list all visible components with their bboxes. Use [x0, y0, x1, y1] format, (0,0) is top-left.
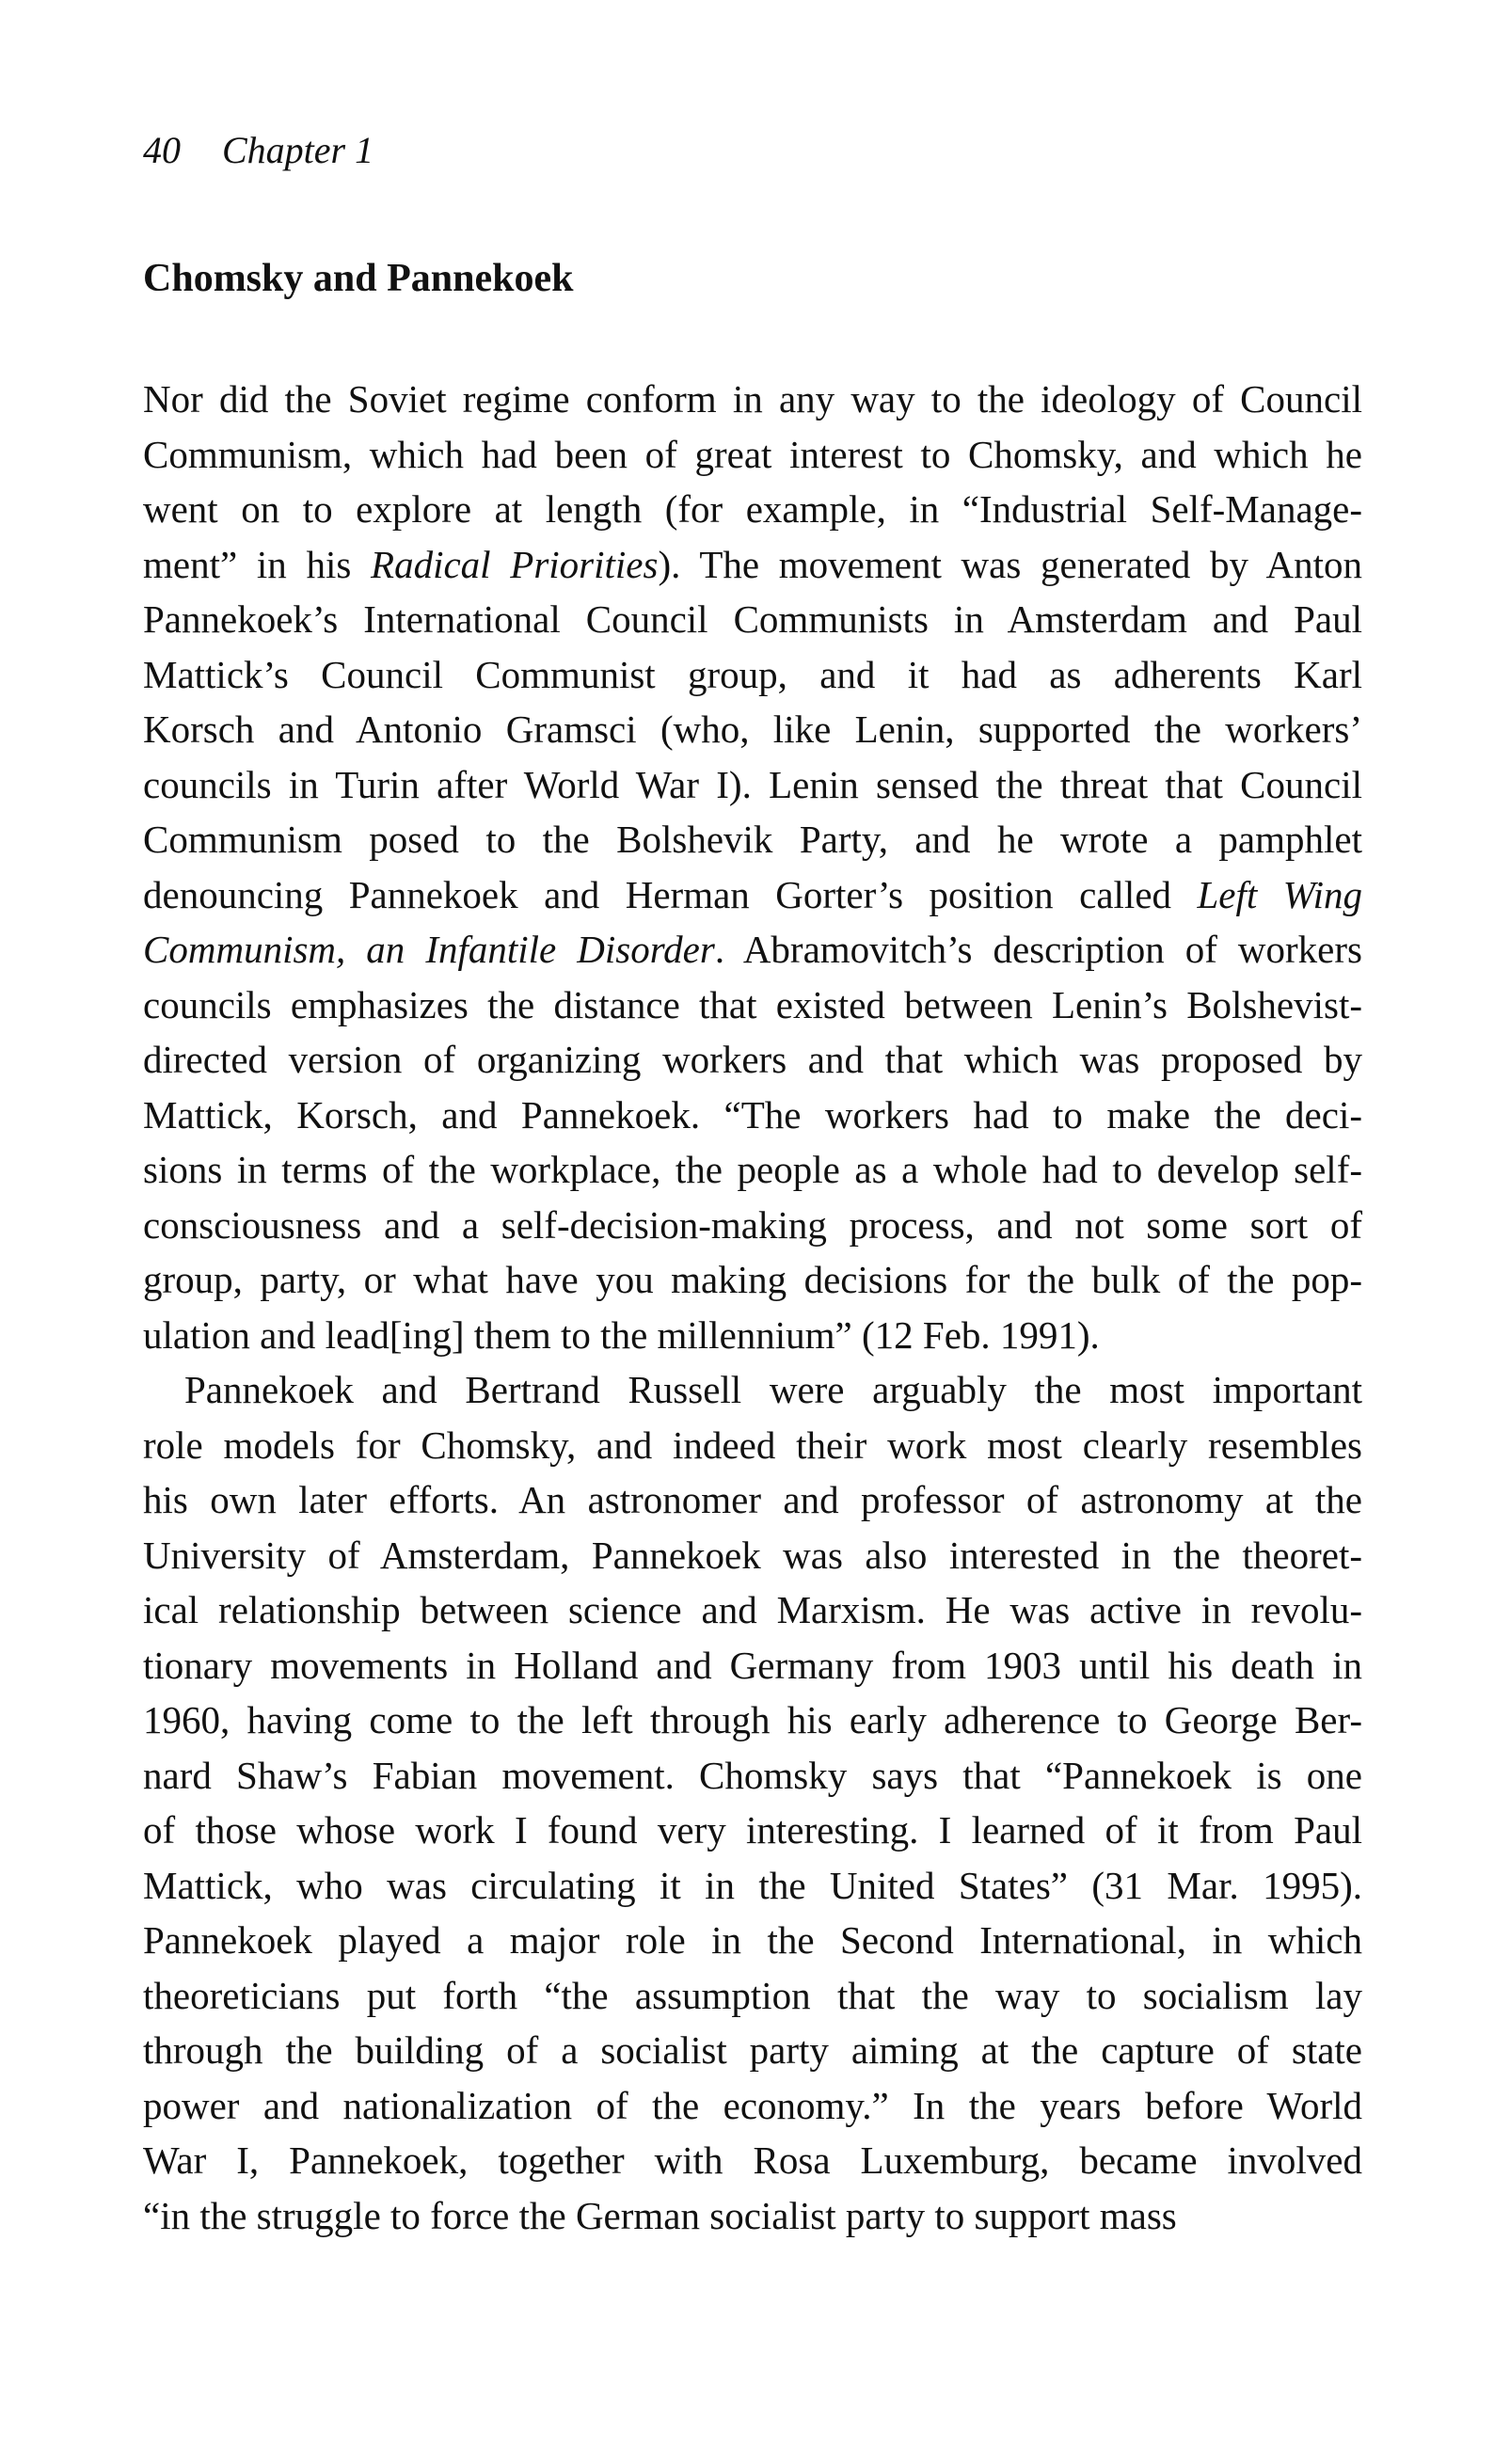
text-line: ical relationship between science and Marxism. He was active in revolu-: [143, 1588, 1362, 1631]
text-line: University of Amsterdam, Pannekoek was also interested in the theoret-: [143, 1533, 1362, 1577]
text-line: went on to explore at length (for example, in “Industrial Self-Manage-: [143, 487, 1362, 531]
section-title: Chomsky and Pannekoek: [143, 257, 574, 300]
text-line: 1960, having come to the left through his early adherence to George Ber-: [143, 1698, 1362, 1741]
text-line: Korsch and Antonio Gramsci (who, like Lenin, supported the workers’: [143, 707, 1362, 751]
text-line: Pannekoek played a major role in the Second International, in which: [143, 1918, 1362, 1962]
chapter-label: Chapter 1: [222, 129, 374, 171]
text-segment: . Abramovitch’s description of workers: [714, 928, 1362, 971]
text-line: nard Shaw’s Fabian movement. Chomsky says that “Pannekoek is one: [143, 1753, 1362, 1797]
body-text: [143, 372, 1362, 2243]
text-line: directed version of organizing workers and that which was proposed by: [143, 1038, 1362, 1081]
text-line: [143, 867, 1362, 923]
text-line: Communism posed to the Bolshevik Party, and he wrote a pamphlet: [143, 818, 1362, 861]
text-line: ulation and lead[ing] them to the millennium” (12 Feb. 1991).: [143, 1312, 1100, 1357]
text-line: power and nationalization of the economy.” In the years before World: [143, 2083, 1362, 2127]
text-line: group, party, or what have you making decisions for the bulk of the pop-: [143, 1258, 1362, 1301]
text-line: through the building of a socialist party aiming at the capture of state: [143, 2028, 1362, 2072]
italic-title: Radical Priorities: [371, 542, 659, 586]
text-segment: ment” in his: [143, 542, 372, 586]
text-line: Pannekoek’s International Council Communists in Amsterdam and Paul: [143, 597, 1362, 641]
text-line: Pannekoek and Bertrand Russell were arguably the most important: [184, 1368, 1362, 1411]
text-line: role models for Chomsky, and indeed their work most clearly resembles: [143, 1423, 1362, 1467]
text-line: tionary movements in Holland and Germany from 1903 until his death in: [143, 1643, 1362, 1687]
text-line: War I, Pannekoek, together with Rosa Luxemburg, became involved: [143, 2138, 1362, 2182]
text-line: [143, 537, 1362, 593]
page-number: 40: [143, 129, 181, 171]
text-line: consciousness and a self-decision-making process, and not some sort of: [143, 1202, 1362, 1247]
text-line: theoreticians put forth “the assumption that the way to socialism lay: [143, 1973, 1362, 2017]
text-line: sions in terms of the workplace, the people as a whole had to develop self-: [143, 1148, 1362, 1191]
text-line: [143, 922, 1362, 978]
italic-title: Left Wing: [1197, 872, 1362, 916]
text-line: Mattick, who was circulating it in the United States” (31 Mar. 1995).: [143, 1863, 1362, 1907]
text-line: councils emphasizes the distance that existed between Lenin’s Bolshevist-: [143, 982, 1362, 1026]
text-segment: denouncing Pannekoek and Herman Gorter’s position called: [143, 872, 1198, 916]
running-head: [143, 129, 374, 171]
paragraph: [143, 372, 1362, 1362]
text-line: Mattick, Korsch, and Pannekoek. “The workers had to make the deci-: [143, 1092, 1362, 1137]
text-line: Mattick’s Council Communist group, and it had as adherents Karl: [143, 652, 1362, 696]
text-line: councils in Turin after World War I). Lenin sensed the threat that Council: [143, 762, 1362, 806]
text-line: Communism, which had been of great interest to Chomsky, and which he: [143, 432, 1362, 476]
italic-title: Communism, an Infantile Disorder: [143, 928, 715, 971]
text-line: Nor did the Soviet regime conform in any way to the ideology of Council: [143, 377, 1362, 421]
text-segment: ). The movement was generated by Anton: [658, 542, 1362, 586]
paragraph: [143, 1362, 1362, 2243]
text-line: his own later efforts. An astronomer and professor of astronomy at the: [143, 1478, 1362, 1521]
text-line: “in the struggle to force the German socialist party to support mass: [143, 2193, 1177, 2237]
text-line: of those whose work I found very interesting. I learned of it from Paul: [143, 1808, 1362, 1852]
